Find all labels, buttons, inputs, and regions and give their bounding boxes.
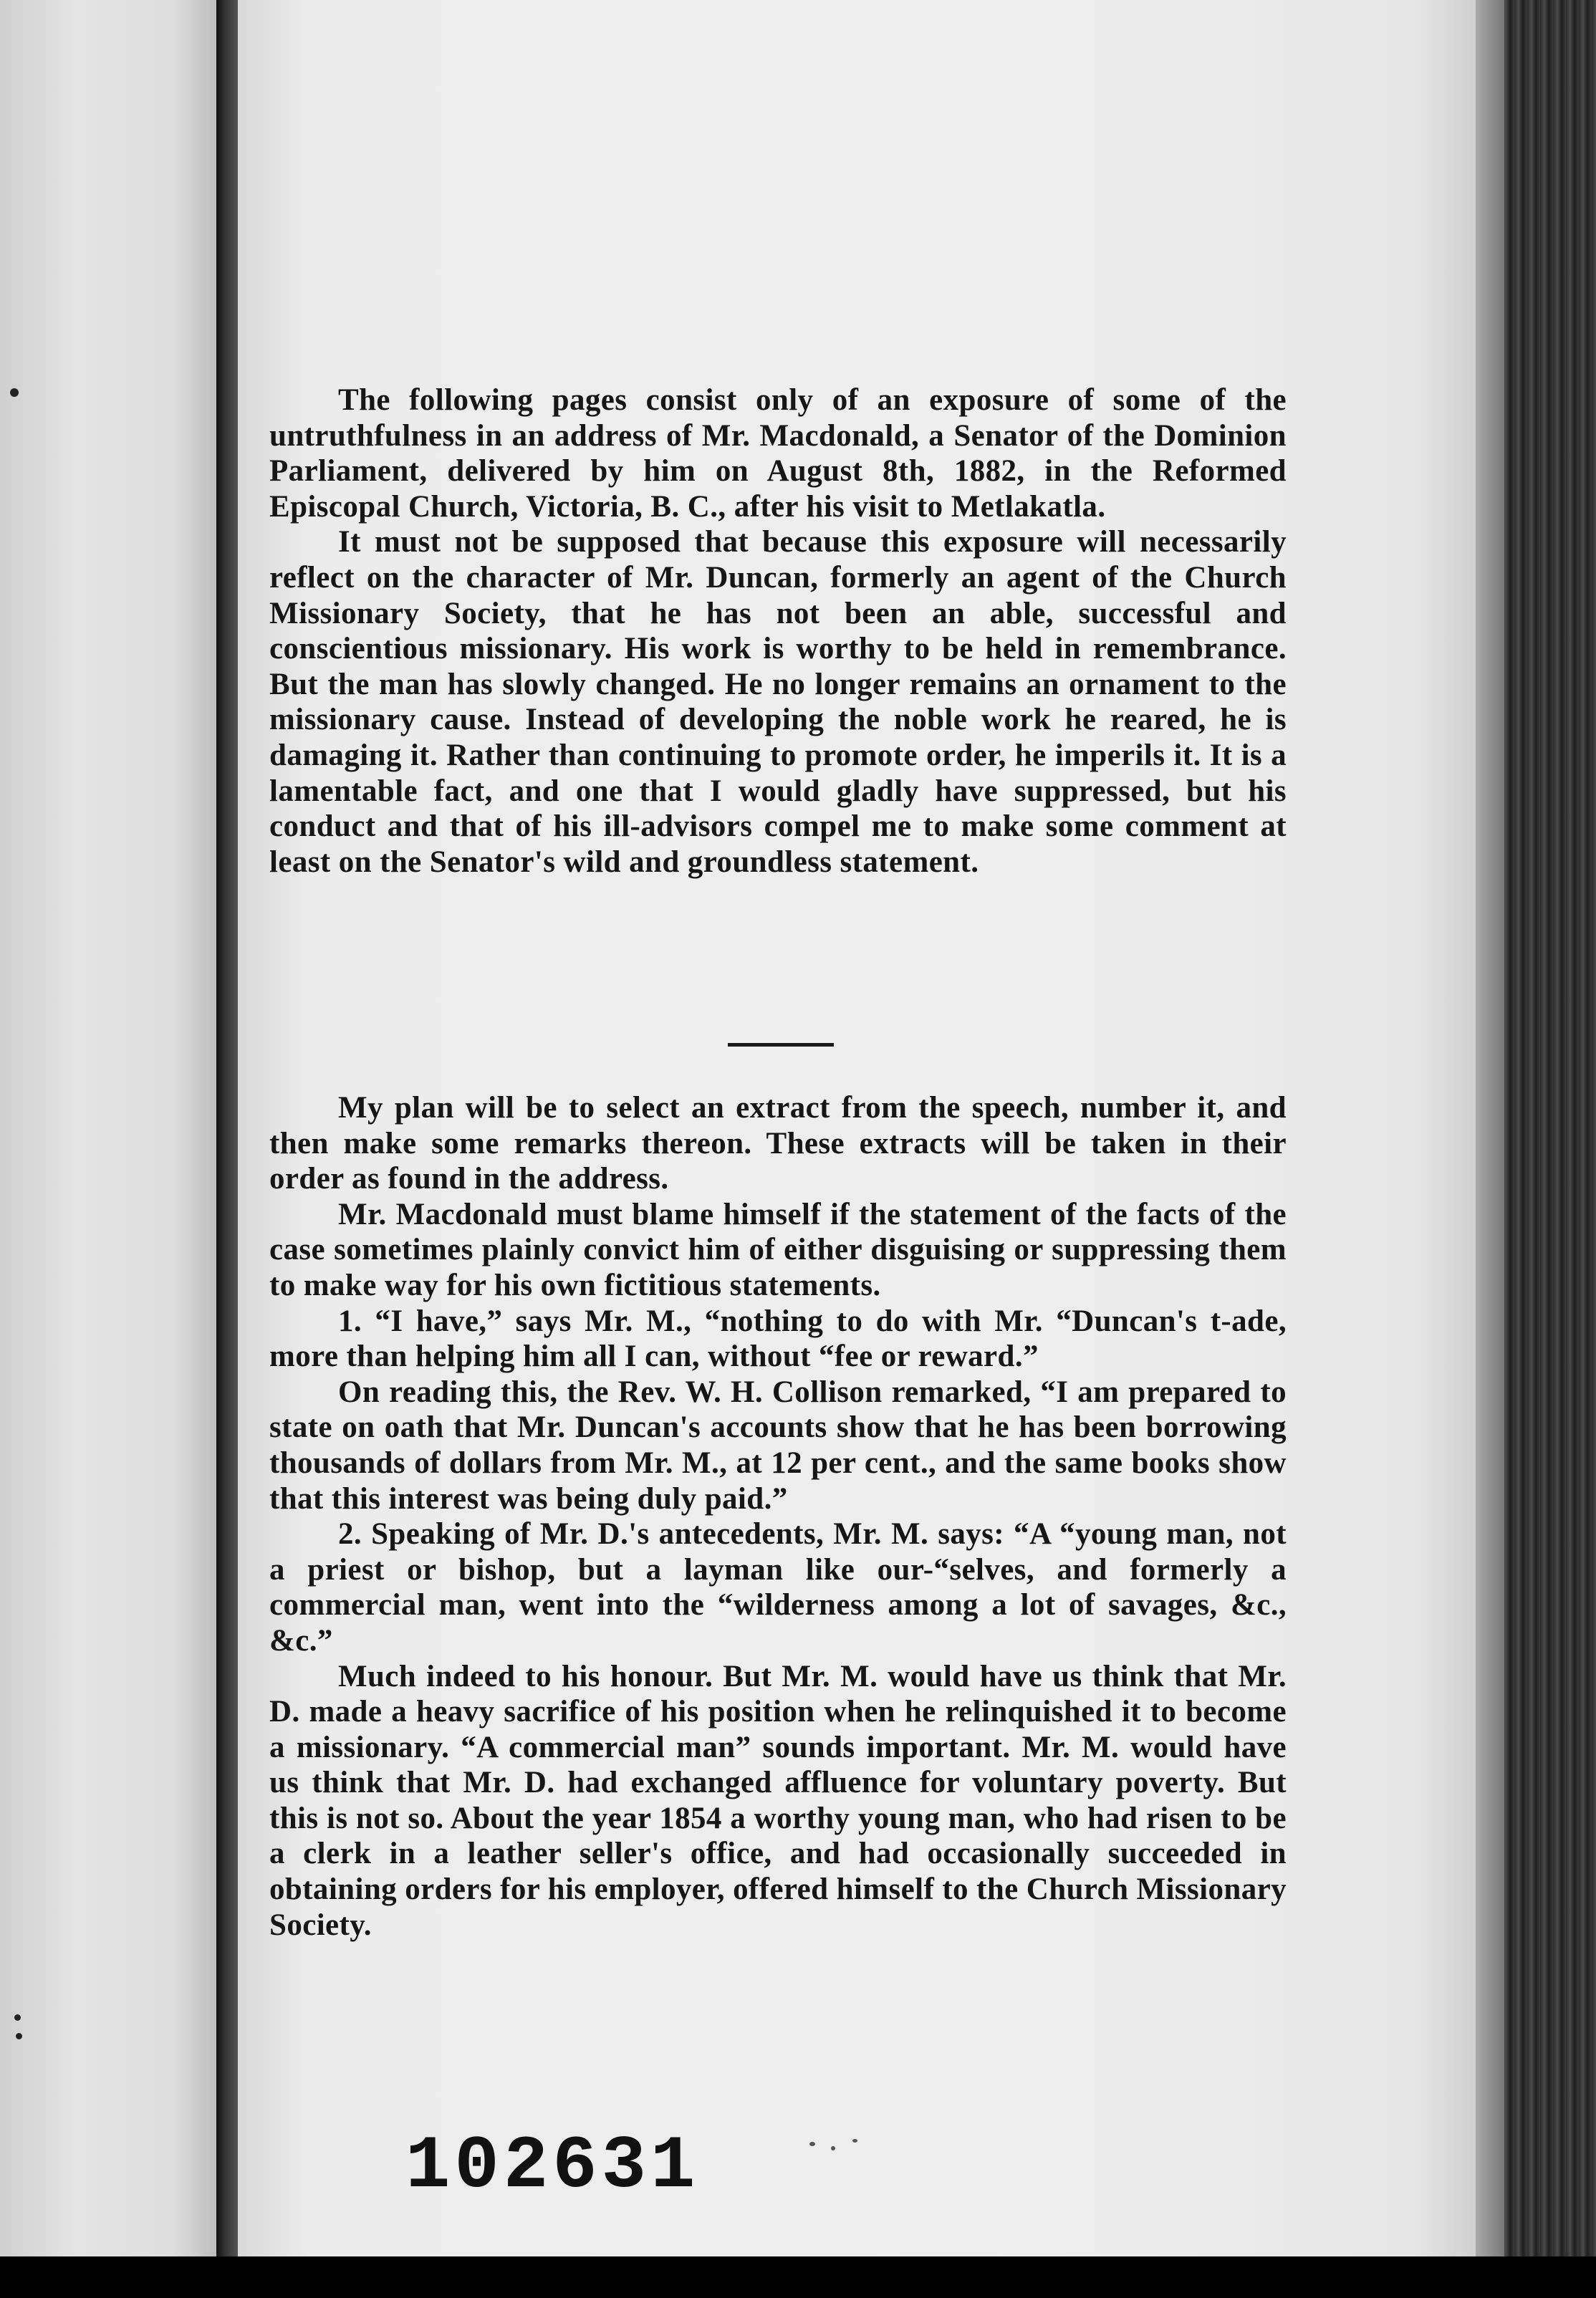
margin-mark <box>14 2014 21 2021</box>
margin-mark <box>16 2033 22 2039</box>
paragraph: 1. “I have,” says Mr. M., “nothing to do with Mr. “Duncan's t-ade, more than helping him all I can, without “fee or reward.” <box>269 1304 1287 1374</box>
scan-bottom-border <box>0 2256 1596 2298</box>
accession-stamp: 102631 <box>405 2125 700 2209</box>
margin-mark <box>10 388 19 397</box>
book-gutter <box>216 0 238 2298</box>
intro-section <box>269 383 1287 880</box>
paragraph: Much indeed to his honour. But Mr. M. would have us think that Mr. D. made a heavy sacrifice of his position when he relinquished it to become a missionary. “A commercial man” sounds important. Mr. M. would have us think that Mr. D. had exchanged affluence for voluntary poverty. But this is not so. About the year 1854 a worthy young man, who had risen to be a clerk in a leather seller's office, and had occasionally succeeded in obtaining orders for his employer, offered himself to the Church Missionary Society. <box>269 1659 1287 1942</box>
paragraph: My plan will be to select an extract from the speech, number it, and then make some remarks thereon. These extracts will be taken in their order as found in the address. <box>269 1091 1287 1196</box>
paragraph: Mr. Macdonald must blame himself if the statement of the facts of the case sometimes plainly convict him of either disguising or suppressing them to make way for his own fictitious statements. <box>269 1197 1287 1302</box>
paragraph: On reading this, the Rev. W. H. Collison remarked, “I am prepared to state on oath that Mr. Duncan's accounts show that he has been borrowing thousands of dollars from Mr. M., at 12 per cent., and the same books show that this interest was being duly paid.” <box>269 1375 1287 1516</box>
ink-speck <box>809 2142 815 2146</box>
page-edge-shadow <box>1476 0 1504 2298</box>
ink-speck <box>831 2146 835 2150</box>
section-divider <box>728 1043 834 1047</box>
facing-page-edge <box>0 0 216 2298</box>
extracts-section <box>269 1090 1287 1943</box>
ink-speck <box>852 2139 857 2143</box>
paragraph: It must not be supposed that because this exposure will necessarily reflect on the character of Mr. Duncan, formerly an agent of the Church Missionary Society, that he has not been an able, successful and conscientious missionary. His work is worthy to be held in remembrance. But the man has slowly changed. He no longer remains an ornament to the missionary cause. Instead of developing the noble work he reared, he is damaging it. Rather than continuing to promote order, he imperils it. It is a lamentable fact, and one that I would gladly have suppressed, but his conduct and that of his ill-advisors compel me to make some comment at least on the Senator's wild and groundless statement. <box>269 525 1287 879</box>
paragraph: 2. Speaking of Mr. D.'s antecedents, Mr. M. says: “A “young man, not a priest or bishop, but a layman like our-“selves, and formerly a commercial man, went into the “wilderness among a lot of savages, &c., &c.” <box>269 1517 1287 1658</box>
paragraph: The following pages consist only of an exposure of some of the untruthfulness in an address of Mr. Macdonald, a Senator of the Dominion Parliament, delivered by him on August 8th, 1882, in the Reformed Episcopal Church, Victoria, B. C., after his visit to Metlakatla. <box>269 383 1287 524</box>
